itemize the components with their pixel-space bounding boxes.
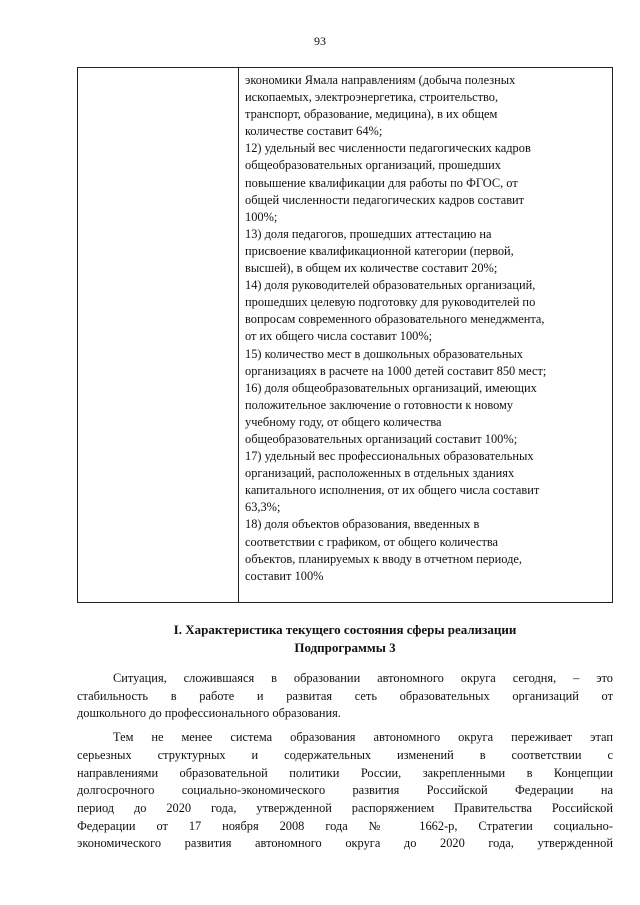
table-line: составит 100% (245, 568, 324, 583)
table-line: 63,3%; (245, 500, 281, 515)
section-heading (80, 621, 610, 657)
table-line: присвоение квалификационной категории (первой, (245, 243, 514, 258)
table-line: 17) удельный вес профессиональных образовательных (245, 449, 534, 464)
paragraph-line: Федерации от 17 ноября 2008 года № 1662-р, Стратегии социально- (77, 818, 613, 833)
table-line: положительное заключение о готовности к новому (245, 397, 514, 412)
table-line: организациях в расчете на 1000 детей составит 850 мест; (245, 363, 547, 378)
indicator-table (77, 67, 613, 603)
table-line: общеобразовательных организаций составит 100%; (245, 431, 518, 446)
table-line: учебному году, от общего количества (245, 414, 442, 429)
paragraph-line: период до 2020 года, утвержденной распоряжением Правительства Российской (77, 800, 613, 815)
table-line: ископаемых, электроэнергетика, строительство, (245, 90, 499, 105)
table-column-divider (238, 68, 239, 602)
paragraph-line: дошкольного до профессионального образования. (77, 706, 341, 721)
paragraph-line: Ситуация, сложившаяся в образовании автономного округа сегодня, – это (113, 671, 613, 685)
table-line: 13) доля педагогов, прошедших аттестацию на (245, 226, 492, 241)
table-line: общей численности педагогических кадров составит (245, 192, 525, 207)
section-heading-line: I. Характеристика текущего состояния сферы реализации (173, 622, 517, 637)
table-line: 14) доля руководителей образовательных организаций, (245, 278, 536, 293)
table-cell-indicators (245, 72, 607, 585)
table-line: транспорт, образование, медицина), в их общем (245, 107, 498, 122)
table-line: от их общего числа составит 100%; (245, 329, 433, 344)
paragraph-line: долгосрочного социально-экономического развития Российской Федерации на (77, 783, 613, 798)
table-line: количестве составит 64%; (245, 124, 383, 139)
table-line: 18) доля объектов образования, введенных в (245, 517, 480, 532)
section-heading-line: Подпрограммы 3 (294, 640, 396, 655)
table-line: соответствии с графиком, от общего количества (245, 534, 499, 549)
table-line: 100%; (245, 209, 278, 224)
table-line: 16) доля общеобразовательных организаций, имеющих (245, 380, 537, 395)
paragraph-line: серьезных структурных и содержательных изменений в соответствии с (77, 747, 613, 762)
table-line: повышение квалификации для работы по ФГОС, от (245, 175, 518, 190)
paragraph-situation (77, 670, 613, 723)
table-line: 12) удельный вес численности педагогических кадров (245, 141, 531, 156)
paragraph-changes (77, 729, 613, 853)
table-line: высшей), в общем их количестве составит 20%; (245, 261, 498, 276)
body-text (77, 670, 613, 853)
table-line: общеобразовательных организаций, прошедших (245, 158, 501, 173)
paragraph-line: стабильность в работе и развитая сеть образовательных организаций от (77, 688, 613, 703)
table-line: 15) количество мест в дошкольных образовательных (245, 346, 523, 361)
table-line: капитального исполнения, от их общего числа составит (245, 483, 540, 498)
page-number: 93 (314, 34, 326, 48)
paragraph-line: направлениями образовательной политики России, закрепленными в Концепции (77, 765, 613, 780)
table-line: объектов, планируемых к вводу в отчетном периоде, (245, 551, 522, 566)
paragraph-line: Тем не менее система образования автономного округа переживает этап (113, 730, 613, 745)
table-line: организаций, расположенных в отдельных зданиях (245, 466, 515, 481)
table-line: прошедших целевую подготовку для руководителей по (245, 295, 536, 310)
paragraph-line: экономического развития автономного округа до 2020 года, утвержденной (77, 836, 613, 851)
table-line: экономики Ямала направлениям (добыча полезных (245, 73, 516, 87)
table-line: вопросам современного образовательного менеджмента, (245, 312, 545, 327)
